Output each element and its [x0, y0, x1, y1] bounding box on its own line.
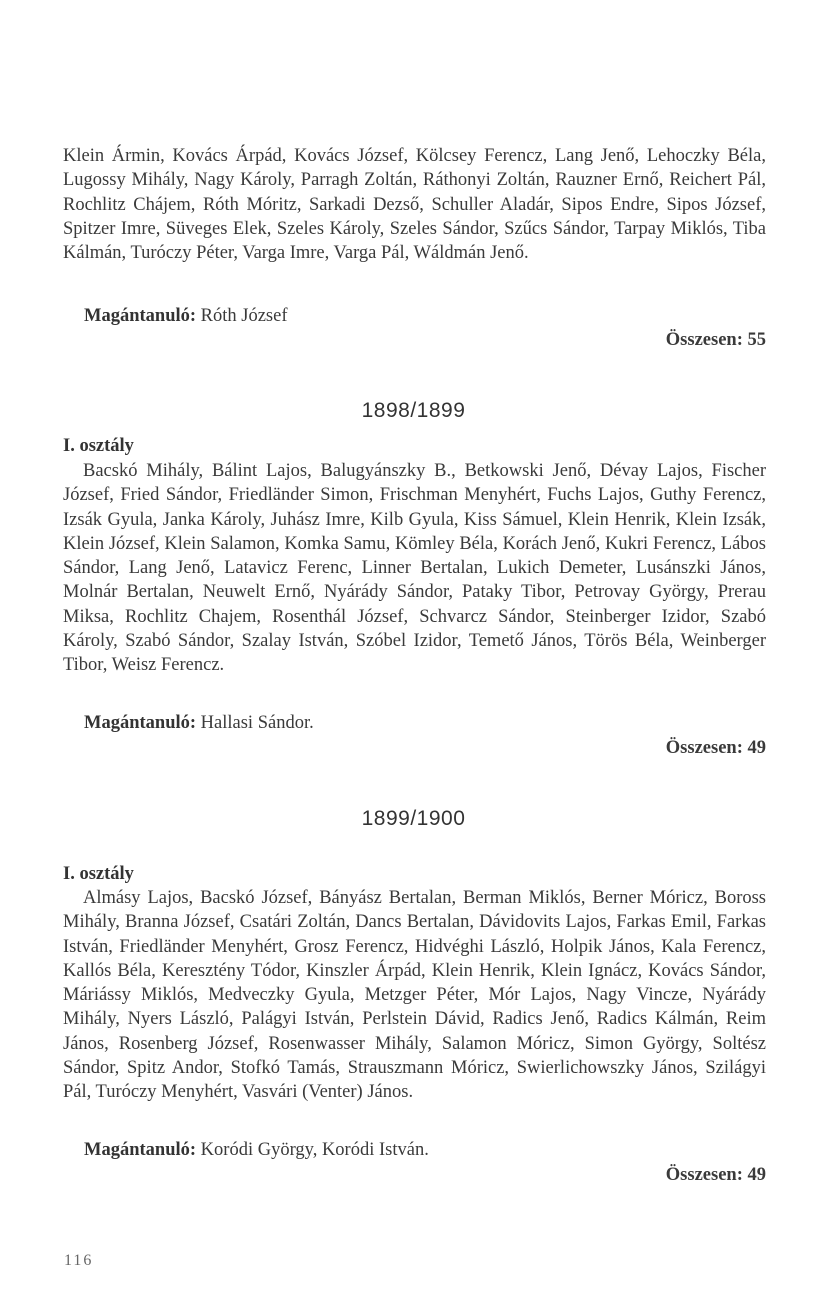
total-count-1899: Összesen: 49: [665, 1165, 766, 1185]
private-student-name: Koródi György, Koródi István.: [200, 1140, 429, 1160]
student-list-1897: Klein Ármin, Kovács Árpád, Kovács József, Kölcsey Ferencz, Lang Jenő, Lehoczky Béla, Lugossy Mihály, Nagy Károly, Parragh Zoltán, Ráthonyi Zoltán, Rauzner Ernő, Reichert Pál, Rochlitz Chájem, Róth Móritz, Sarkadi Dezső, Schuller Aladár, Sipos Endre, Sipos József, Spitzer Imre, Süveges Elek, Szeles Károly, Szeles Sándor, Szűcs Sándor, Tarpay Miklós, Tiba Kálmán, Turóczy Péter, Varga Imre, Varga Pál, Wáldmán Jenő.: [63, 146, 766, 264]
student-list-1899: Almásy Lajos, Bacskó József, Bányász Bertalan, Berman Miklós, Berner Móricz, Boross Mihály, Branna József, Csatári Zoltán, Dancs Bertalan, Dávidovits Lajos, Farkas Emil, Farkas István, Friedländer Menyhért, Grosz Ferencz, Hidvéghi László, Holpik János, Kala Ferencz, Kallós Béla, Keresztény Tódor, Kinszler Árpád, Klein Henrik, Klein Ignácz, Kovács Sándor, Máriássy Miklós, Medveczky Gyula, Metzger Péter, Mór Lajos, Nagy Vincze, Nyárády Mihály, Nyers László, Palágyi István, Perlstein Dávid, Radics Jenő, Radics Kálmán, Reim János, Rosenberg József, Rosenwasser Mihály, Salamon Móricz, Simon György, Soltész Sándor, Spitz Andor, Stofkó Tamás, Strauszmann Móricz, Swierlichowszky János, Szilágyi Pál, Turóczy Menyhért, Vasvári (Venter) János.: [63, 888, 766, 1103]
private-student-label: Magántanuló:: [84, 1140, 197, 1160]
private-student-line-1899: [84, 1138, 429, 1162]
private-student-line-1898: [84, 711, 314, 735]
private-student-line-1897: [84, 304, 288, 328]
class-heading-1898: I. osztály: [63, 436, 134, 456]
page-number: 116: [64, 1252, 94, 1269]
total-count-1898: Összesen: 49: [665, 738, 766, 758]
private-student-name: Hallasi Sándor.: [200, 713, 314, 733]
private-student-label: Magántanuló:: [84, 306, 197, 326]
year-heading-1898: 1898/1899: [361, 399, 466, 422]
class-heading-1899: I. osztály: [63, 864, 134, 884]
student-list-1898: Bacskó Mihály, Bálint Lajos, Balugyánszky B., Betkowski Jenő, Dévay Lajos, Fischer József, Fried Sándor, Friedländer Simon, Frischman Menyhért, Fuchs Lajos, Guthy Ferencz, Izsák Gyula, Janka Károly, Juhász Imre, Kilb Gyula, Kiss Sámuel, Klein Henrik, Klein Izsák, Klein József, Klein Salamon, Komka Samu, Kömley Béla, Korách Jenő, Kukri Ferencz, Lábos Sándor, Lang Jenő, Latavicz Ferenc, Linner Bertalan, Lukich Demeter, Lusánszki János, Molnár Bertalan, Neuwelt Ernő, Nyárády Sándor, Pataky Tibor, Petrovay György, Prerau Miksa, Rochlitz Chajem, Rosenthál József, Schvarcz Sándor, Steinberger Izidor, Szabó Károly, Szabó Sándor, Szalay István, Szóbel Izidor, Temető János, Törös Béla, Weinberger Tibor, Weisz Ferencz.: [63, 461, 766, 676]
year-heading-1899: 1899/1900: [361, 807, 466, 830]
private-student-label: Magántanuló:: [84, 713, 197, 733]
private-student-name: Róth József: [200, 306, 288, 326]
total-count-1897: Összesen: 55: [665, 330, 766, 350]
